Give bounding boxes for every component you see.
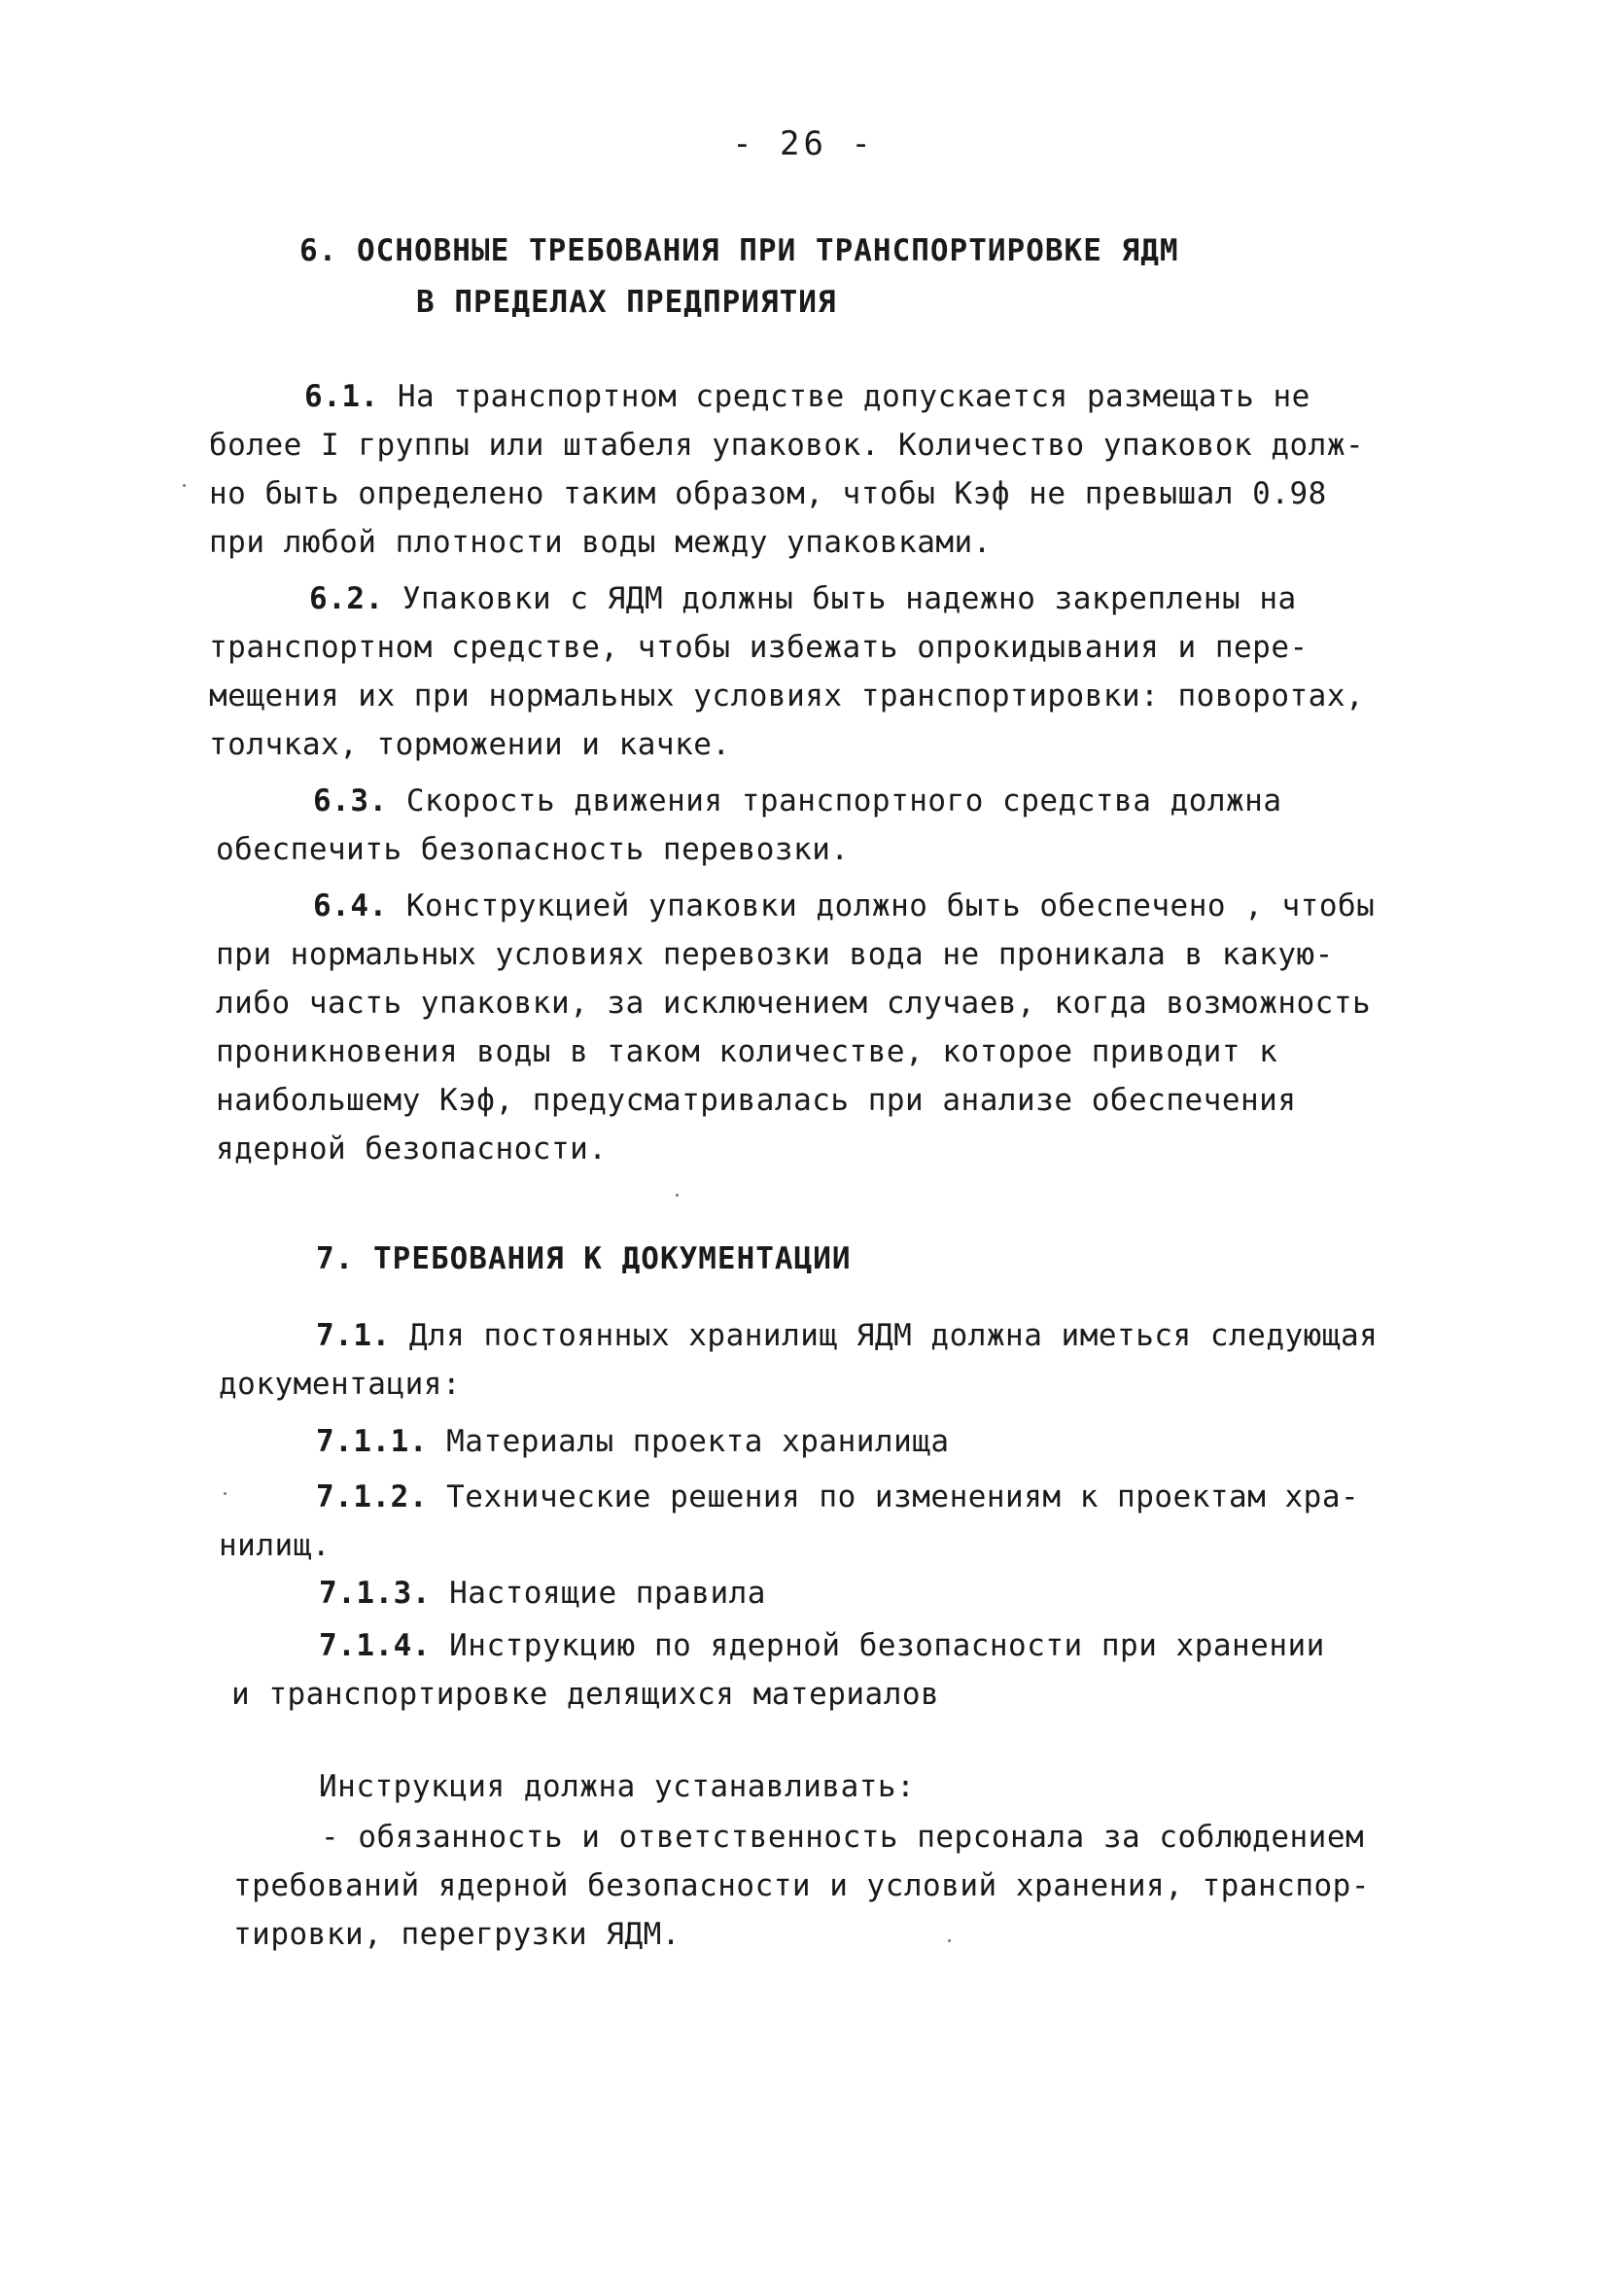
- instruction-line2: требований ядерной безопасности и условий хранения, транспор-: [233, 1868, 1370, 1903]
- para-7-1-line2: документация:: [219, 1367, 462, 1402]
- para-6-1-line1: 6.1. На транспортном средстве допускается размещать не: [304, 379, 1310, 414]
- para-6-3-number: 6.3.: [313, 783, 388, 818]
- para-6-3-line1: 6.3. Скорость движения транспортного средства должна: [313, 783, 1282, 818]
- para-7-1-1-line1: 7.1.1. Материалы проекта хранилища: [316, 1424, 950, 1459]
- para-6-4-line1: 6.4. Конструкцией упаковки должно быть обеспечено , чтобы: [313, 888, 1376, 923]
- para-7-1-number: 7.1.: [316, 1318, 391, 1353]
- para-7-1-line1: 7.1. Для постоянных хранилищ ЯДМ должна иметься следующая: [316, 1318, 1379, 1353]
- para-6-4-line2: при нормальных условиях перевозки вода не проникала в какую-: [216, 937, 1334, 972]
- para-6-2-number: 6.2.: [309, 581, 384, 616]
- para-7-1-4-line2: и транспортировке делящихся материалов: [231, 1677, 940, 1712]
- para-6-4-line3: либо часть упаковки, за исключением случаев, когда возможность: [216, 986, 1372, 1021]
- para-7-1-3-line1: 7.1.3. Настоящие правила: [319, 1576, 766, 1611]
- instruction-title: Инструкция должна устанавливать:: [319, 1769, 916, 1804]
- para-7-1-4-number: 7.1.4.: [319, 1628, 431, 1663]
- para-6-1-line4: при любой плотности воды между упаковками.: [209, 525, 992, 560]
- scan-speck: [948, 1939, 951, 1942]
- instruction-line3: тировки, перегрузки ЯДМ.: [233, 1917, 681, 1952]
- para-6-2-line2: транспортном средстве, чтобы избежать опрокидывания и пере-: [209, 630, 1309, 665]
- page-number: - 26 -: [732, 124, 875, 163]
- para-6-2-line1: 6.2. Упаковки с ЯДМ должны быть надежно закреплены на: [309, 581, 1297, 616]
- para-6-2-line3: мещения их при нормальных условиях транспортировки: поворотах,: [209, 678, 1365, 713]
- para-6-2-line4: толчках, торможении и качке.: [209, 727, 731, 762]
- instruction-line1: - обязанность и ответственность персонала за соблюдением: [321, 1820, 1365, 1855]
- scan-speck: [676, 1194, 679, 1197]
- para-6-3-line2: обеспечить безопасность перевозки.: [216, 832, 850, 867]
- para-7-1-1-number: 7.1.1.: [316, 1424, 428, 1459]
- para-6-4-line6: ядерной безопасности.: [216, 1131, 608, 1166]
- para-7-1-3-number: 7.1.3.: [319, 1576, 431, 1611]
- para-6-1-line2: более I группы или штабеля упаковок. Количество упаковок долж-: [209, 428, 1365, 463]
- para-6-1-line3: но быть определено таким образом, чтобы Кэф не превышал 0.98: [209, 476, 1327, 511]
- section6-title-line2: В ПРЕДЕЛАХ ПРЕДПРИЯТИЯ: [416, 285, 837, 320]
- para-7-1-2-line2: нилищ.: [219, 1528, 331, 1563]
- para-6-4-number: 6.4.: [313, 888, 388, 923]
- para-6-4-line5: наибольшему Кэф, предусматривалась при анализе обеспечения: [216, 1083, 1297, 1118]
- scan-speck: [183, 484, 186, 487]
- para-7-1-2-number: 7.1.2.: [316, 1479, 428, 1514]
- scan-speck: [224, 1492, 227, 1495]
- para-6-1-number: 6.1.: [304, 379, 379, 414]
- para-7-1-2-line1: 7.1.2. Технические решения по изменениям к проектам хра-: [316, 1479, 1360, 1514]
- section6-title-line1: 6. ОСНОВНЫЕ ТРЕБОВАНИЯ ПРИ ТРАНСПОРТИРОВКЕ ЯДМ: [299, 233, 1179, 268]
- para-7-1-4-line1: 7.1.4. Инструкцию по ядерной безопасности при хранении: [319, 1628, 1325, 1663]
- section7-title: 7. ТРЕБОВАНИЯ К ДОКУМЕНТАЦИИ: [316, 1241, 852, 1276]
- para-6-4-line4: проникновения воды в таком количестве, которое приводит к: [216, 1034, 1278, 1069]
